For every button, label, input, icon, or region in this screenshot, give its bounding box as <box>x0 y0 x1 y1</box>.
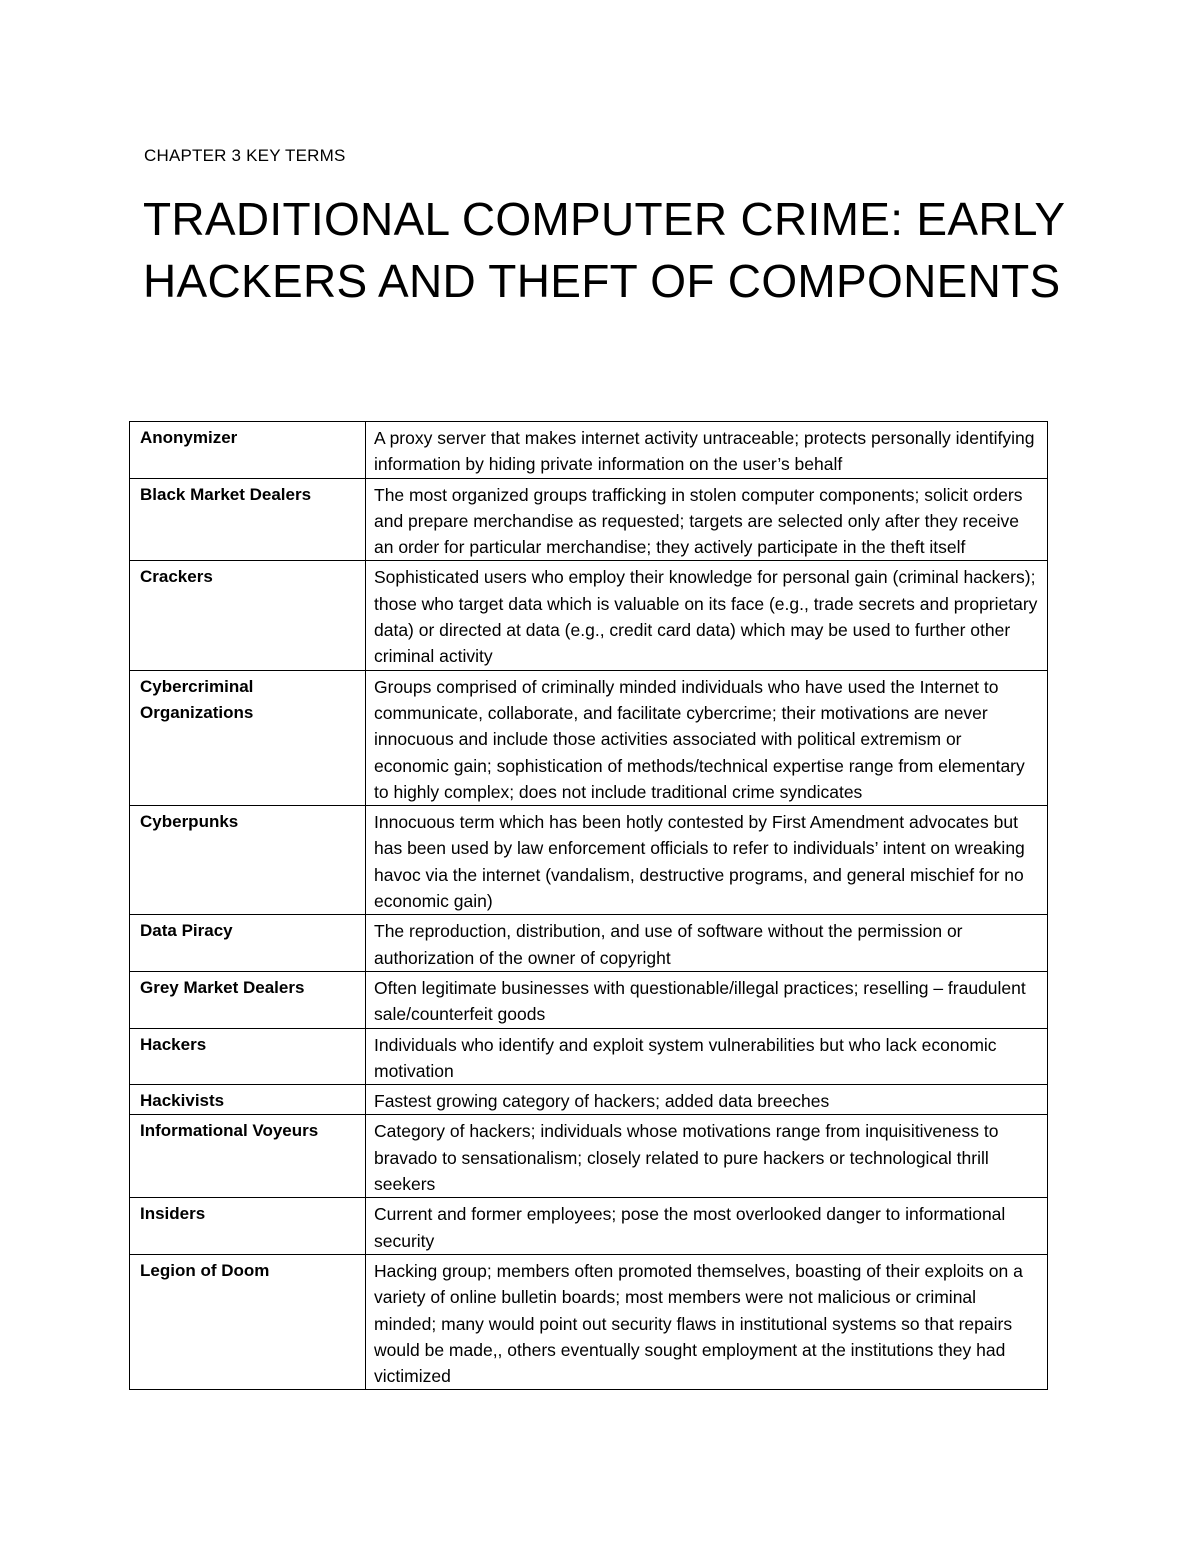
definition-cell: Hacking group; members often promoted themselves, boasting of their exploits on a variety of online bulletin boards; most members were not malicious or criminal minded; many would point out security flaws in institutional systems so that repairs would be made,, others eventually sought employment at the institutions they had victimized <box>366 1254 1048 1389</box>
term-cell: Black Market Dealers <box>130 478 366 561</box>
definition-cell: The most organized groups trafficking in stolen computer components; solicit orders and prepare merchandise as requested; targets are selected only after they receive an order for particular merchandise; they actively participate in the theft itself <box>366 478 1048 561</box>
term-cell: Grey Market Dealers <box>130 971 366 1028</box>
table-row <box>130 422 1048 479</box>
term-cell: Anonymizer <box>130 422 366 479</box>
table-row <box>130 670 1048 805</box>
term-cell: Hackers <box>130 1028 366 1085</box>
term-cell: Informational Voyeurs <box>130 1115 366 1198</box>
table-row <box>130 561 1048 670</box>
definition-cell: Sophisticated users who employ their knowledge for personal gain (criminal hackers); those who target data which is valuable on its face (e.g., trade secrets and proprietary data) or directed at data (e.g., credit card data) which may be used to further other criminal activity <box>366 561 1048 670</box>
definition-cell: A proxy server that makes internet activity untraceable; protects personally identifying information by hiding private information on the user’s behalf <box>366 422 1048 479</box>
term-cell: Insiders <box>130 1198 366 1255</box>
key-terms-table <box>129 421 1048 1390</box>
definition-cell: Innocuous term which has been hotly contested by First Amendment advocates but has been used by law enforcement officials to refer to individuals’ intent on wreaking havoc via the internet (vandalism, destructive programs, and general mischief for no economic gain) <box>366 806 1048 915</box>
term-cell: Data Piracy <box>130 915 366 972</box>
definition-cell: Category of hackers; individuals whose motivations range from inquisitiveness to bravado to sensationalism; closely related to pure hackers or technological thrill seekers <box>366 1115 1048 1198</box>
definition-cell: Individuals who identify and exploit system vulnerabilities but who lack economic motivation <box>366 1028 1048 1085</box>
definition-cell: Groups comprised of criminally minded individuals who have used the Internet to communicate, collaborate, and facilitate cybercrime; their motivations are never innocuous and include those activities associated with political extremism or economic gain; sophistication of methods/technical expertise range from elementary to highly complex; does not include traditional crime syndicates <box>366 670 1048 805</box>
term-cell: Legion of Doom <box>130 1254 366 1389</box>
term-cell: Cybercriminal Organizations <box>130 670 366 805</box>
term-cell: Hackivists <box>130 1085 366 1115</box>
table-row <box>130 1028 1048 1085</box>
key-terms-body <box>130 422 1048 1390</box>
definition-cell: The reproduction, distribution, and use of software without the permission or authorization of the owner of copyright <box>366 915 1048 972</box>
table-row <box>130 915 1048 972</box>
page-title: TRADITIONAL COMPUTER CRIME: EARLY HACKERS AND THEFT OF COMPONENTS <box>143 193 1065 307</box>
definition-cell: Fastest growing category of hackers; added data breeches <box>366 1085 1048 1115</box>
table-row <box>130 806 1048 915</box>
table-row <box>130 971 1048 1028</box>
chapter-label: CHAPTER 3 KEY TERMS <box>144 146 346 165</box>
definition-cell: Current and former employees; pose the most overlooked danger to informational security <box>366 1198 1048 1255</box>
definition-cell: Often legitimate businesses with questionable/illegal practices; reselling – fraudulent sale/counterfeit goods <box>366 971 1048 1028</box>
table-row <box>130 478 1048 561</box>
term-cell: Crackers <box>130 561 366 670</box>
table-row <box>130 1085 1048 1115</box>
term-cell: Cyberpunks <box>130 806 366 915</box>
table-row <box>130 1254 1048 1389</box>
table-row <box>130 1198 1048 1255</box>
table-row <box>130 1115 1048 1198</box>
